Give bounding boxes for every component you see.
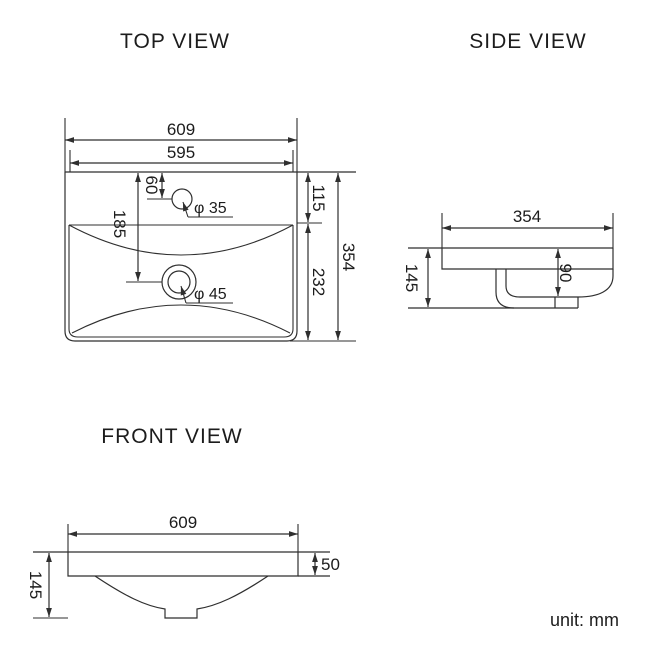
front-view (26, 425, 340, 618)
unit-note: unit: mm (550, 610, 620, 630)
top-view (65, 30, 358, 341)
faucet-hole-circle (172, 189, 192, 209)
drain-hole-outer-circle (162, 265, 196, 299)
top-view-inner-rim (69, 225, 293, 337)
front-view-slab-body (68, 552, 298, 576)
top-view-title: TOP VIEW (120, 30, 230, 53)
dim-text-145-front: 145 (26, 570, 45, 600)
drain-hole-inner-circle (168, 271, 190, 293)
dim-text-185: 185 (110, 209, 129, 239)
dim-text-595: 595 (166, 143, 196, 162)
dim-text-354-side: 354 (512, 207, 542, 226)
top-view-front-wall-curve (72, 305, 290, 333)
dim-text-609-front: 609 (168, 513, 198, 532)
front-view-title: FRONT VIEW (101, 425, 243, 448)
dim-text-354-top: 354 (339, 242, 358, 272)
dim-text-145-side: 145 (402, 263, 421, 293)
faucet-hole-label: φ 35 (194, 200, 227, 217)
front-view-extension-lines (33, 524, 298, 618)
top-view-back-wall-curve (69, 225, 293, 255)
side-view-bowl-outer-wall (496, 269, 514, 308)
dim-text-115: 115 (309, 184, 328, 212)
dim-text-90: 90 (556, 263, 575, 283)
faucet-leader-line (183, 202, 188, 217)
side-view (402, 30, 613, 308)
side-view-slab-body (442, 248, 613, 269)
dim-text-232: 232 (309, 267, 328, 297)
drain-hole-label: φ 45 (194, 286, 227, 303)
dim-text-60: 60 (142, 175, 161, 195)
front-view-bowl-profile (95, 576, 268, 618)
top-view-basin-outline (65, 172, 297, 341)
dim-text-50: 50 (321, 555, 340, 574)
side-view-back-curve (578, 269, 613, 297)
dim-text-609-top: 609 (166, 120, 196, 139)
side-view-title: SIDE VIEW (469, 30, 587, 53)
side-view-drain-boss (555, 297, 578, 308)
drain-leader-line (181, 286, 186, 303)
